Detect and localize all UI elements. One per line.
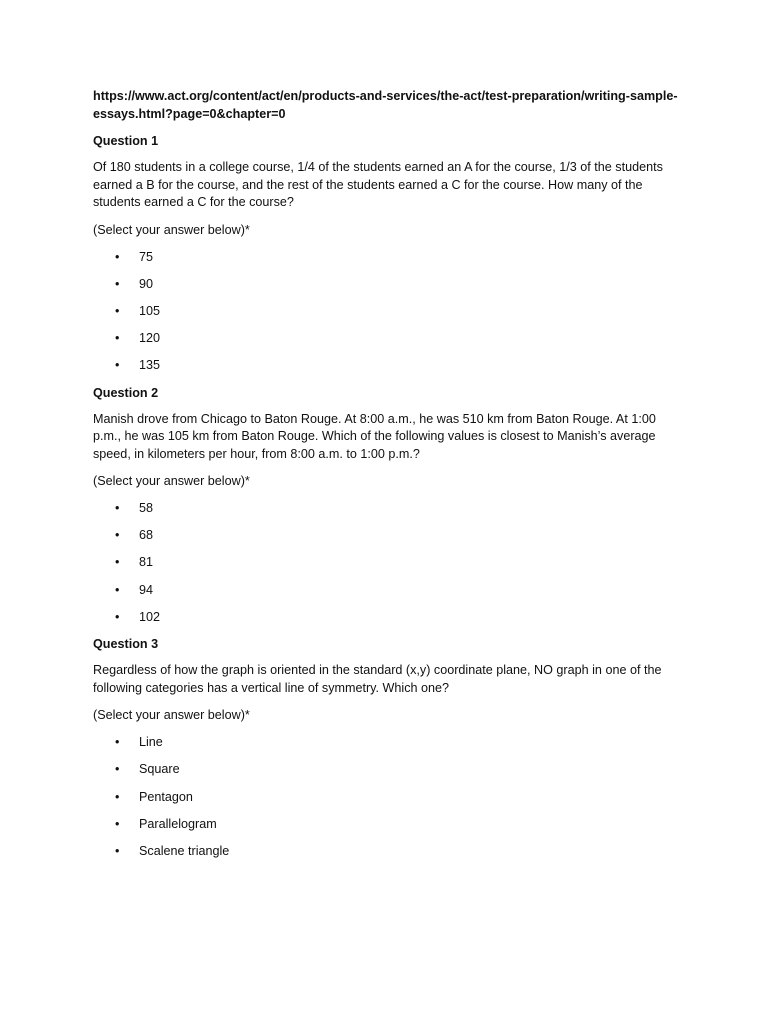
question-text: Of 180 students in a college course, 1/4 of the students earned an A for the course, 1/3 of the students earned a B for the course, and the rest of the students earned a C for the course. How many of the students earned a C for the course? bbox=[93, 160, 663, 209]
bullet-icon: • bbox=[115, 249, 120, 264]
option-label: 105 bbox=[139, 303, 161, 318]
question-title: Question 3 bbox=[93, 637, 159, 652]
answer-option[interactable] bbox=[93, 517, 683, 544]
option-label: Line bbox=[139, 735, 163, 750]
question-text: Manish drove from Chicago to Baton Rouge. At 8:00 a.m., he was 510 km from Baton Rouge. At 1:00 p.m., he was 105 km from Baton Rouge. Which of the following values is closest to Manish’s average speed, in kilometers per hour, from 8:00 a.m. to 1:00 p.m.? bbox=[93, 411, 656, 461]
source-url[interactable]: https://www.act.org/content/act/en/products-and-services/the-act/test-preparation/writing-sample-essays.html?page=0&chapter=0 bbox=[93, 89, 678, 121]
option-label: 120 bbox=[139, 331, 161, 346]
option-label: 94 bbox=[139, 582, 154, 597]
answer-option[interactable] bbox=[93, 347, 683, 374]
question-title: Question 1 bbox=[93, 134, 159, 148]
answer-prompt: (Select your answer below)* bbox=[93, 222, 250, 237]
option-label: 81 bbox=[139, 555, 154, 570]
option-label: 58 bbox=[139, 501, 154, 516]
answer-option[interactable] bbox=[93, 320, 683, 347]
bullet-icon: • bbox=[115, 582, 120, 597]
option-label: 102 bbox=[139, 610, 161, 625]
option-label: Square bbox=[139, 762, 180, 777]
bullet-icon: • bbox=[115, 844, 120, 859]
answer-option[interactable] bbox=[93, 266, 683, 293]
question-1 bbox=[93, 132, 683, 375]
bullet-icon: • bbox=[115, 528, 120, 543]
bullet-icon: • bbox=[115, 762, 120, 777]
bullet-icon: • bbox=[115, 816, 120, 831]
answer-option[interactable] bbox=[93, 833, 683, 860]
answer-options bbox=[93, 724, 683, 860]
option-label: Scalene triangle bbox=[139, 844, 230, 859]
option-label: 135 bbox=[139, 358, 161, 373]
answer-option[interactable] bbox=[93, 724, 683, 751]
answer-option[interactable] bbox=[93, 544, 683, 571]
bullet-icon: • bbox=[115, 303, 120, 318]
option-label: 68 bbox=[139, 528, 154, 543]
answer-option[interactable] bbox=[93, 293, 683, 320]
bullet-icon: • bbox=[115, 276, 120, 291]
question-text: Regardless of how the graph is oriented in the standard (x,y) coordinate plane, NO graph in one of the following categories has a vertical line of symmetry. Which one? bbox=[93, 663, 662, 695]
answer-option[interactable] bbox=[93, 751, 683, 778]
bullet-icon: • bbox=[115, 501, 120, 516]
question-2 bbox=[93, 384, 683, 627]
answer-prompt: (Select your answer below)* bbox=[93, 708, 250, 723]
bullet-icon: • bbox=[115, 610, 120, 625]
answer-option[interactable] bbox=[93, 572, 683, 599]
question-3 bbox=[93, 635, 683, 860]
bullet-icon: • bbox=[115, 331, 120, 346]
option-label: 75 bbox=[139, 249, 154, 264]
question-title: Question 2 bbox=[93, 385, 159, 400]
bullet-icon: • bbox=[115, 735, 120, 750]
answer-options bbox=[93, 239, 683, 375]
document-page bbox=[93, 87, 683, 861]
answer-option[interactable] bbox=[93, 599, 683, 626]
bullet-icon: • bbox=[115, 789, 120, 804]
option-label: Pentagon bbox=[139, 789, 193, 804]
answer-option[interactable] bbox=[93, 239, 683, 266]
option-label: 90 bbox=[139, 276, 154, 291]
answer-option[interactable] bbox=[93, 806, 683, 833]
answer-options bbox=[93, 490, 683, 626]
bullet-icon: • bbox=[115, 358, 120, 373]
bullet-icon: • bbox=[115, 555, 120, 570]
option-label: Parallelogram bbox=[139, 816, 217, 831]
answer-option[interactable] bbox=[93, 779, 683, 806]
answer-prompt: (Select your answer below)* bbox=[93, 474, 250, 489]
answer-option[interactable] bbox=[93, 490, 683, 517]
